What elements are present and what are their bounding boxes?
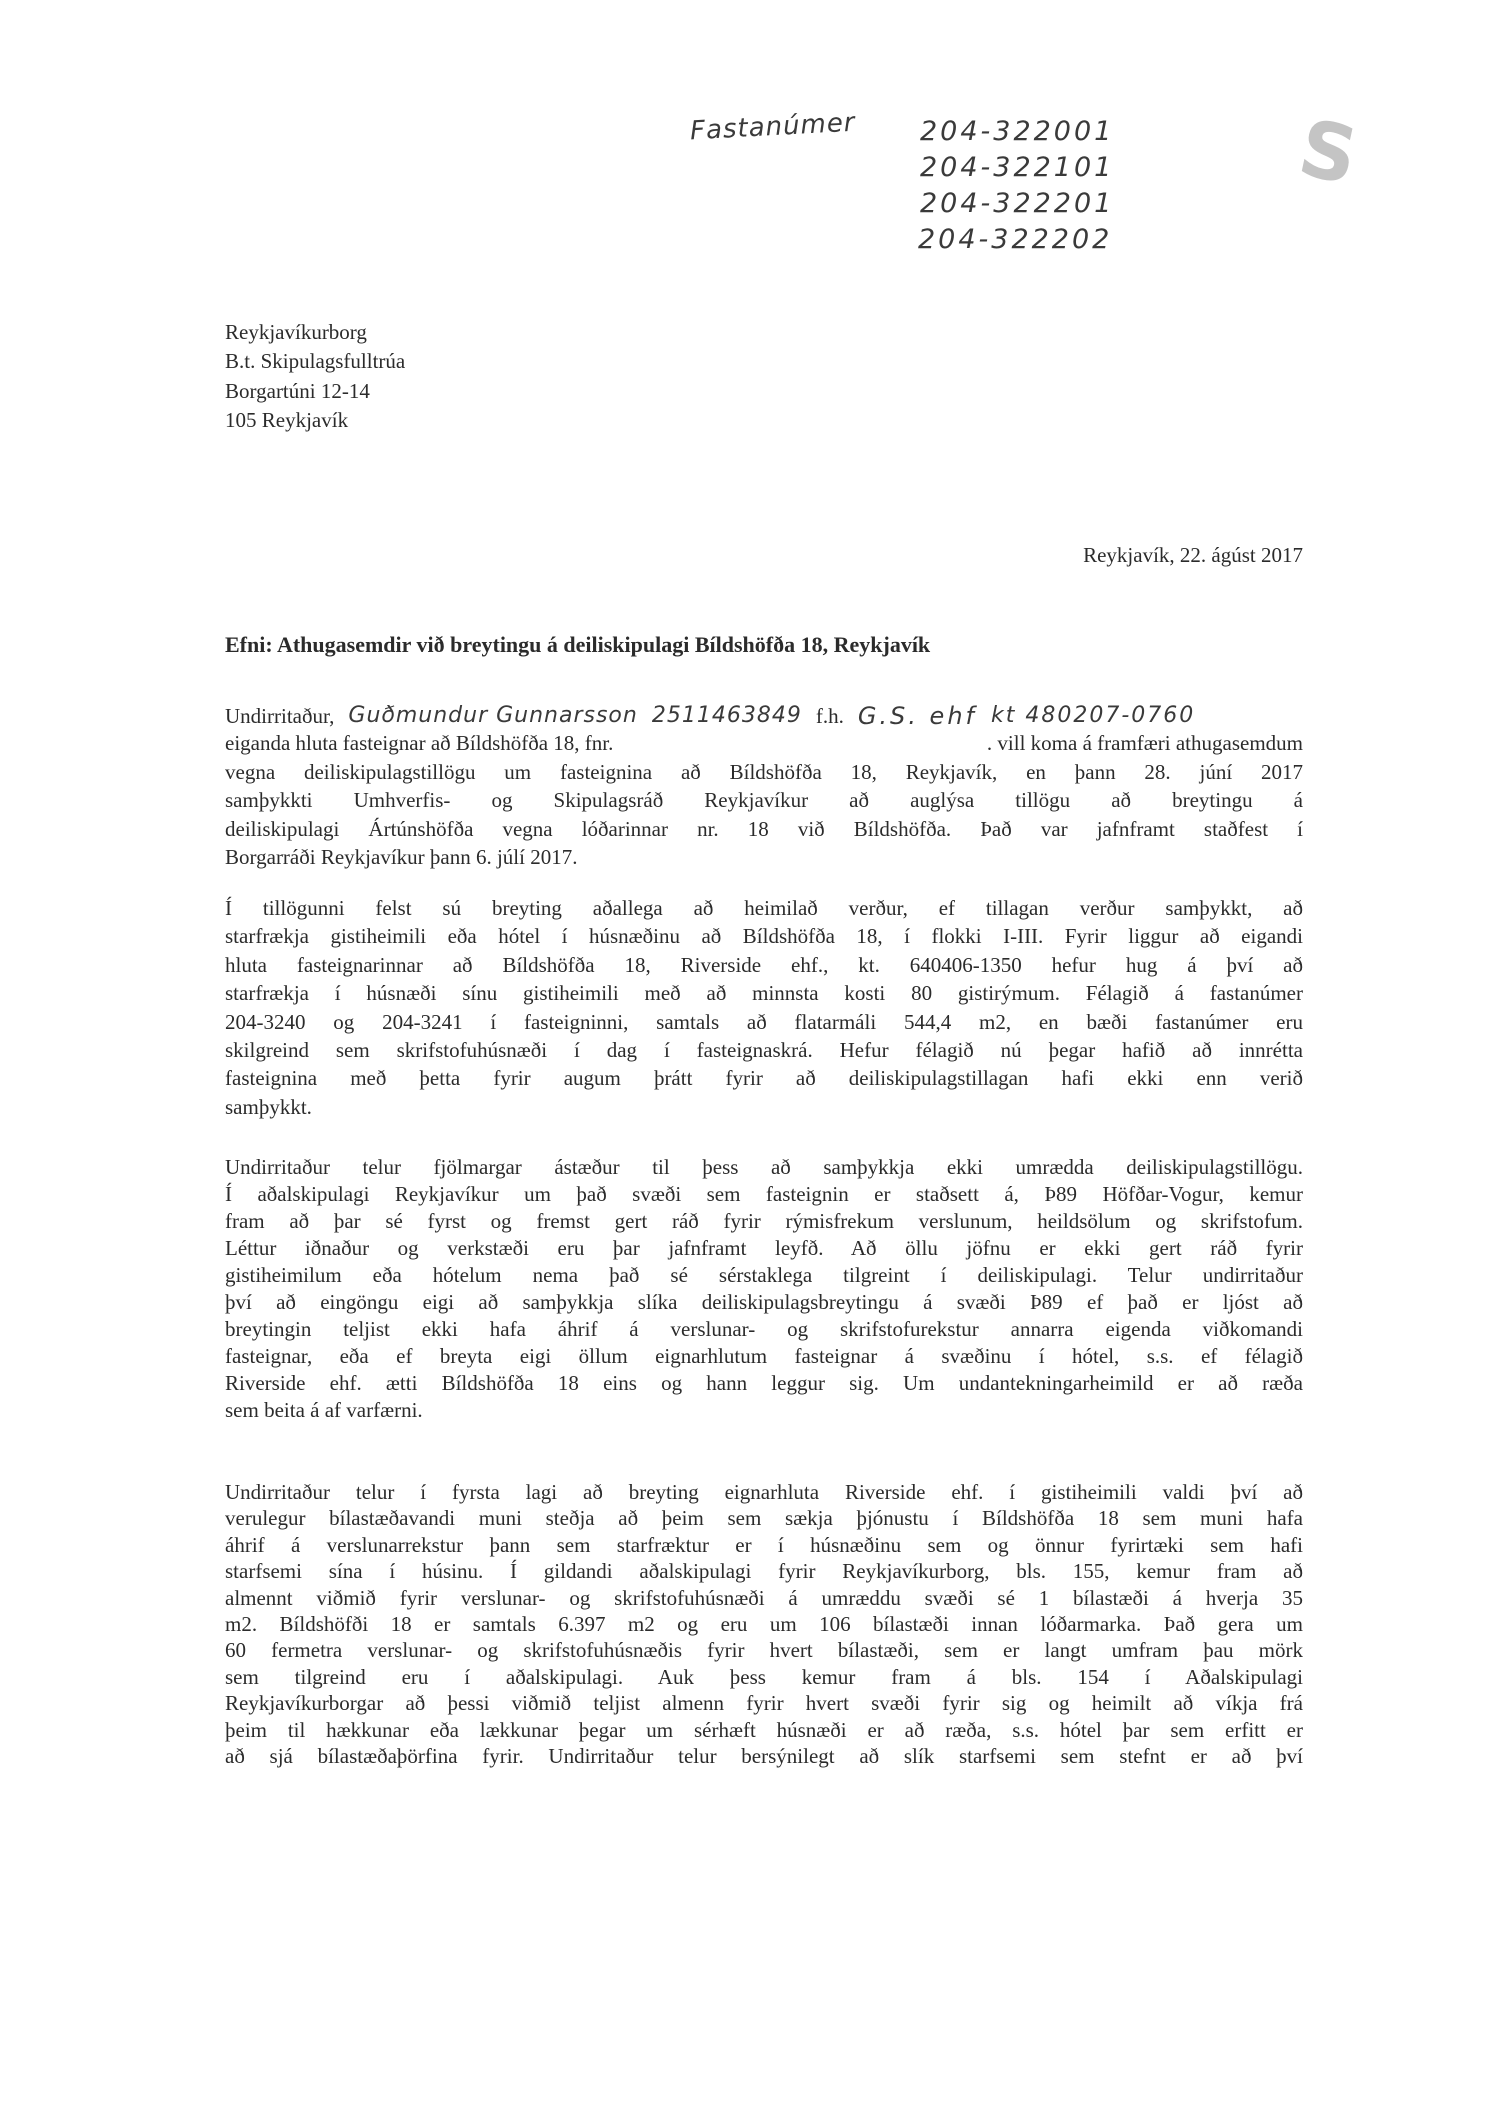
recipient-address <box>225 318 405 435</box>
paragraph-2 <box>225 894 1303 1121</box>
text-line: Undirritaður telur í fyrsta lagi að breyting eignarhluta Riverside ehf. í gistiheimili valdi því að <box>225 1480 1303 1504</box>
handwritten-id-number: 2511463849 <box>651 703 802 728</box>
signature-line <box>225 700 1303 729</box>
address-line: B.t. Skipulagsfulltrúa <box>225 349 406 374</box>
text-line: Undirritaður telur fjölmargar ástæður til þess að samþykkja ekki umrædda deiliskipulagstillögu. <box>225 1155 1303 1179</box>
text-line: Riverside ehf. ætti Bíldshöfða 18 eins og hann leggur sig. Um undantekningarheimild er að ræða <box>225 1371 1303 1395</box>
text-line: gistiheimilum eða hótelum nema það sé sérstaklega tilgreint í deiliskipulagi. Telur undirritaður <box>225 1263 1303 1287</box>
text-line: samþykkti Umhverfis- og Skipulagsráð Reykjavíkur að auglýsa tillögu að breytingu á <box>225 788 1303 813</box>
fh-label: f.h. <box>815 704 844 728</box>
text-line: sem beita á af varfærni. <box>225 1398 423 1422</box>
text-line: fram að þar sé fyrst og fremst gert ráð fyrir rýmisfrekum verslunum, heildsölum og skrifstofum. <box>225 1209 1303 1233</box>
text-line: verulegur bílastæðavandi muni steðja að þeim sem sækja þjónustu í Bíldshöfða 18 sem muni hafa <box>225 1506 1303 1531</box>
text-line: þeim til hækkunar eða lækkunar þegar um sérhæft húsnæði er að ræða, s.s. hótel þar sem erfitt er <box>225 1717 1303 1742</box>
text-fragment: . vill koma á framfæri athugasemdum <box>986 731 1303 755</box>
text-line: Borgarráði Reykjavíkur þann 6. júlí 2017. <box>225 845 578 870</box>
text-line: að sjá bílastæðaþörfina fyrir. Undirritaður telur bersýnilegt að slík starfsemi sem stefnt er að því <box>225 1743 1303 1768</box>
text-line: m2. Bíldshöfði 18 er samtals 6.397 m2 og eru um 106 bílastæði innan lóðarmarka. Það gera um <box>225 1611 1303 1636</box>
text-line: vegna deiliskipulagstillögu um fasteignina að Bíldshöfða 18, Reykjavík, en þann 28. júní 2017 <box>225 760 1303 784</box>
text-line: sem tilgreind eru í aðalskipulagi. Auk þess kemur fram á bls. 154 í Aðalskipulagi <box>225 1664 1303 1689</box>
text-line: skilgreind sem skrifstofuhúsnæði í dag í fasteignaskrá. Hefur félagið nú þegar hafið að innrétta <box>225 1037 1303 1062</box>
handwritten-kt-number: kt 480207-0760 <box>990 703 1196 728</box>
handwritten-label-fastanumer: Fastanúmer <box>689 107 857 147</box>
text-line: deiliskipulagi Ártúnshöfða vegna lóðarinnar nr. 18 við Bíldshöfða. Það var jafnframt staðfest í <box>225 816 1303 841</box>
text-line: áhrif á verslunarrekstur þann sem starfræktur er í húsnæðinu sem og önnur fyrirtæki sem hafi <box>225 1532 1303 1557</box>
letter-date: Reykjavík, 22. ágúst 2017 <box>1083 543 1303 567</box>
address-line: 105 Reykjavík <box>225 407 349 432</box>
text-line: Í aðalskipulagi Reykjavíkur um það svæði sem fasteignin er staðsett á, Þ89 Höfðar-Vogur, kemur <box>225 1182 1303 1206</box>
paragraph-4 <box>225 1479 1303 1769</box>
text-line: starfrækja gistiheimili eða hótel í húsnæðinu að Bíldshöfða 18, í flokki I-III. Fyrir liggur að eigandi <box>225 924 1303 949</box>
text-line: starfsemi sína í húsinu. Í gildandi aðalskipulagi fyrir Reykjavíkurborg, bls. 155, kemur fram að <box>225 1559 1303 1584</box>
text-line: Reykjavíkurborgar að þessi viðmið teljist almenn fyrir hvert svæði fyrir sig og heimilt að víkja frá <box>225 1691 1303 1716</box>
handwritten-number: 204-322001 <box>920 116 1115 147</box>
text-line: starfrækja í húsnæði sínu gistiheimili með að minnsta kosti 80 gistirýmum. Félagið á fastanúmer <box>225 981 1303 1006</box>
stamp-mark: S <box>1291 103 1365 203</box>
undirritadur-label: Undirritaður, <box>225 704 335 728</box>
handwritten-number: 204-322101 <box>920 152 1115 183</box>
paragraph-3 <box>225 1154 1303 1424</box>
text-line: samþykkt. <box>225 1094 312 1119</box>
paragraph-1 <box>225 758 1303 872</box>
address-line: Borgartúni 12-14 <box>225 378 370 403</box>
text-line: hluta fasteignarinnar að Bíldshöfða 18, Riverside ehf., kt. 640406-1350 hefur hug á því að <box>225 952 1303 977</box>
text-line: Í tillögunni felst sú breyting aðallega að heimilað verður, ef tillagan verður samþykkt, að <box>225 896 1303 920</box>
subject-heading: Efni: Athugasemdir við breytingu á deiliskipulagi Bíldshöfða 18, Reykjavík <box>225 632 931 657</box>
text-line: fasteignina með þetta fyrir augum þrátt fyrir að deiliskipulagstillagan hafi ekki enn verið <box>225 1066 1303 1091</box>
handwritten-number: 204-322201 <box>920 188 1115 219</box>
text-line: því að eingöngu eigi að samþykkja slíka deiliskipulagsbreytingu á svæði Þ89 ef það er ljóst að <box>225 1290 1303 1314</box>
text-line: 204-3240 og 204-3241 í fasteigninni, samtals að flatarmáli 544,4 m2, en bæði fastanúmer eru <box>225 1009 1303 1034</box>
handwritten-signature-name: Guðmundur Gunnarsson <box>348 703 638 728</box>
text-line: breytingin teljist ekki hafa áhrif á verslunar- og skrifstofurekstur annarra eigenda viðkomandi <box>225 1317 1303 1341</box>
handwritten-number: 204-322202 <box>918 224 1113 255</box>
paragraph-1-line <box>225 729 1303 757</box>
text-line: almennt viðmið fyrir verslunar- og skrifstofuhúsnæði á umræddu svæði sé 1 bílastæði á hverja 35 <box>225 1585 1303 1610</box>
address-line: Reykjavíkurborg <box>225 320 367 344</box>
text-line: Léttur iðnaður og verkstæði eru þar jafnframt leyfð. Að öllu jöfnu er ekki gert ráð fyrir <box>225 1236 1303 1260</box>
text-line: 60 fermetra verslunar- og skrifstofuhúsnæðis fyrir hvert bílastæði, sem er langt umfram þau mörk <box>225 1638 1303 1663</box>
text-line: fasteignar, eða ef breyta eigi öllum eignarhlutum fasteignar á svæðinu í hótel, s.s. ef félagið <box>225 1344 1303 1368</box>
text-fragment: eiganda hluta fasteignar að Bíldshöfða 18, fnr. <box>225 731 614 755</box>
handwritten-company: G.S. ehf <box>857 702 977 730</box>
